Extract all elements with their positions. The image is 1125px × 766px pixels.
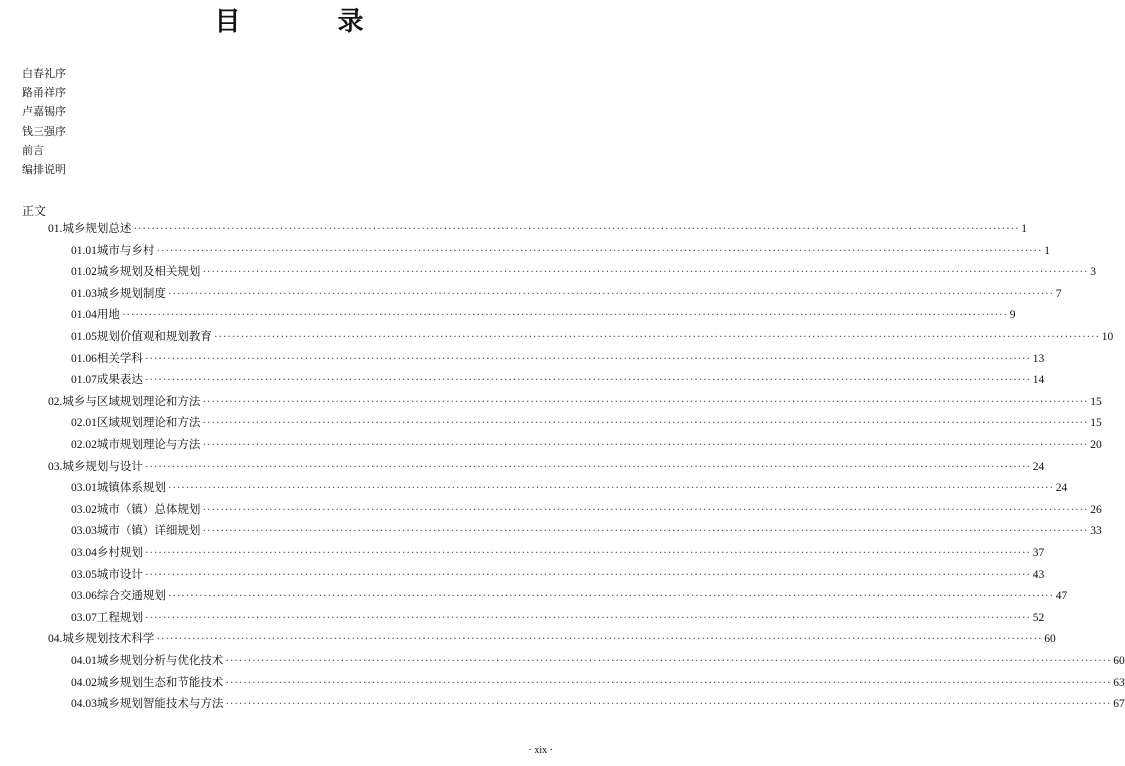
toc-page-number: 15 — [1090, 395, 1102, 408]
toc-title: 城乡与区域规划理论和方法 — [62, 393, 201, 408]
toc-section-row[interactable] — [71, 326, 1114, 348]
toc-title: 城乡规划及相关规划 — [96, 264, 201, 279]
toc-section-row[interactable] — [71, 607, 1045, 629]
toc-number: 01.02 — [71, 266, 97, 279]
toc-page-number: 63 — [1113, 676, 1125, 689]
toc-section-row[interactable] — [71, 650, 1125, 672]
toc-leader-dots: ········································································································································································································ — [144, 547, 1031, 559]
toc-title: 城市（镇）总体规划 — [96, 501, 201, 516]
toc-leader-dots: ········································································································································································································ — [144, 568, 1031, 581]
toc-page-number: 7 — [1055, 287, 1062, 300]
toc-number: 03.04 — [71, 547, 97, 559]
toc-title: 城乡规划智能技术与方法 — [96, 696, 224, 711]
toc-number: 01.04 — [71, 309, 97, 322]
toc-number: 01.03 — [71, 287, 97, 300]
toc-leader-dots: ········································································································································································································ — [167, 482, 1054, 495]
toc-title: 城乡规划与设计 — [62, 458, 143, 473]
toc-leader-dots: ········································································································································································································ — [167, 287, 1054, 300]
toc-section-row[interactable] — [71, 261, 1097, 283]
toc-page-number: 24 — [1032, 460, 1045, 473]
toc-leader-dots: ········································································································································································································ — [156, 244, 1043, 257]
toc-leader-dots: ········································································································································································································ — [121, 309, 1008, 322]
toc-page-number: 14 — [1032, 374, 1045, 387]
toc-leader-dots: ········································································································································································································ — [225, 676, 1112, 689]
toc-leader-dots: ········································································································································································································ — [144, 460, 1031, 473]
toc-page-number: 13 — [1032, 352, 1045, 365]
toc-section-row[interactable] — [71, 564, 1045, 586]
toc-title: 区域规划理论和方法 — [96, 415, 201, 430]
toc-number: 03.05 — [71, 568, 97, 581]
front-matter-item[interactable]: 白春礼序 — [22, 67, 66, 80]
toc-number: 03.03 — [71, 525, 97, 538]
toc-number: 02.01 — [71, 417, 97, 430]
toc-leader-dots: ········································································································································································································ — [202, 439, 1089, 451]
toc-page-number: 26 — [1090, 503, 1102, 516]
toc-number: 01.06 — [71, 352, 97, 365]
toc-section-row[interactable] — [71, 585, 1068, 607]
page-title: 目 录 — [214, 7, 408, 37]
toc-title: 综合交通规划 — [96, 588, 166, 603]
toc-leader-dots: ········································································································································································································ — [202, 395, 1089, 408]
toc-page-number: 1 — [1021, 223, 1028, 235]
front-matter-item[interactable]: 前言 — [22, 143, 44, 157]
toc-title: 乡村规划 — [96, 545, 143, 559]
toc-leader-dots: ········································································································································································································ — [225, 698, 1112, 711]
toc-section-row[interactable] — [71, 434, 1102, 456]
toc-page-number: 33 — [1090, 525, 1102, 538]
toc-title: 城市与乡村 — [96, 242, 155, 257]
toc-number: 02. — [48, 395, 63, 408]
toc-number: 01.01 — [71, 244, 97, 257]
toc-section-row[interactable] — [71, 542, 1045, 564]
toc-leader-dots: ········································································································································································································ — [144, 611, 1031, 624]
toc-title: 相关学科 — [96, 350, 143, 365]
toc-section-row[interactable] — [71, 520, 1102, 542]
toc-page-number: 47 — [1055, 590, 1068, 603]
toc-page-number: 1 — [1044, 244, 1051, 257]
toc-chapter-row[interactable] — [48, 218, 1028, 240]
toc-number: 04.01 — [71, 655, 97, 667]
toc-page-number: 9 — [1009, 309, 1016, 322]
toc-page-number: 37 — [1032, 547, 1045, 559]
front-matter-item[interactable]: 编排说明 — [22, 162, 66, 176]
toc-section-row[interactable] — [71, 283, 1062, 305]
toc-leader-dots: ········································································································································································································ — [202, 417, 1089, 430]
toc-number: 03. — [48, 460, 63, 473]
toc-number: 04.02 — [71, 676, 97, 689]
page-number: · xix · — [528, 745, 553, 756]
toc-section-row[interactable] — [71, 477, 1068, 499]
toc-title: 工程规划 — [96, 609, 143, 624]
toc-leader-dots: ········································································································································································································ — [156, 633, 1043, 646]
toc-title: 城市（镇）详细规划 — [96, 523, 201, 538]
toc-title: 城乡规划技术科学 — [62, 631, 155, 646]
toc-section-row[interactable] — [71, 369, 1045, 391]
toc-number: 03.07 — [71, 611, 97, 624]
front-matter-item[interactable]: 卢嘉锡序 — [22, 105, 66, 119]
front-matter-list — [22, 64, 66, 179]
toc-page-number: 15 — [1090, 417, 1102, 430]
toc-page-number: 10 — [1101, 331, 1114, 343]
toc-leader-dots: ········································································································································································································ — [225, 655, 1112, 667]
toc-number: 02.02 — [71, 439, 97, 451]
toc-number: 04. — [48, 633, 63, 646]
toc-section-row[interactable] — [71, 499, 1102, 521]
toc-leader-dots: ········································································································································································································ — [133, 223, 1020, 235]
toc-leader-dots: ········································································································································································································ — [144, 374, 1031, 387]
toc-title: 城乡规划总述 — [62, 221, 132, 235]
toc-leader-dots: ········································································································································································································ — [202, 266, 1089, 279]
toc-section-row[interactable] — [71, 348, 1045, 370]
toc-title: 城乡规划分析与优化技术 — [96, 653, 224, 667]
toc-title: 城乡规划制度 — [96, 285, 166, 300]
toc-leader-dots: ········································································································································································································ — [202, 525, 1089, 538]
toc-number: 01.07 — [71, 374, 97, 387]
toc-page-number: 3 — [1090, 266, 1097, 279]
toc-number: 03.06 — [71, 590, 97, 603]
toc-section-row[interactable] — [71, 672, 1125, 694]
toc-number: 04.03 — [71, 698, 97, 711]
toc-title: 成果表达 — [96, 372, 143, 387]
toc-chapter-row[interactable] — [48, 391, 1102, 413]
toc-section-row[interactable] — [71, 412, 1102, 434]
toc-section-row[interactable] — [71, 693, 1125, 715]
toc-title: 规划价值观和规划教育 — [96, 329, 212, 343]
toc-title: 城市设计 — [96, 566, 143, 581]
toc-page-number: 60 — [1113, 655, 1125, 667]
toc-title: 用地 — [96, 307, 120, 322]
toc-number: 01. — [48, 223, 63, 235]
toc-leader-dots: ········································································································································································································ — [167, 590, 1054, 603]
toc-chapter-row[interactable] — [48, 456, 1045, 478]
section-label: 正文 — [22, 204, 47, 218]
toc-page-number: 20 — [1090, 439, 1102, 451]
toc-page-number: 67 — [1113, 698, 1125, 711]
toc-title: 城市规划理论与方法 — [96, 437, 201, 451]
toc-title: 城乡规划生态和节能技术 — [96, 674, 224, 689]
toc-leader-dots: ········································································································································································································ — [202, 503, 1089, 516]
toc-page-number: 60 — [1044, 633, 1056, 646]
toc-section-row[interactable] — [71, 240, 1051, 262]
toc-page-number: 43 — [1032, 568, 1045, 581]
toc-title: 城镇体系规划 — [96, 480, 166, 495]
toc-page-number: 52 — [1032, 611, 1045, 624]
toc-number: 03.01 — [71, 482, 97, 495]
toc-page-number: 24 — [1055, 482, 1068, 495]
toc-number: 03.02 — [71, 503, 97, 516]
toc-leader-dots: ········································································································································································································ — [144, 352, 1031, 365]
toc-section-row[interactable] — [71, 304, 1016, 326]
toc-number: 01.05 — [71, 331, 97, 343]
toc-chapter-row[interactable] — [48, 628, 1056, 650]
toc-leader-dots: ········································································································································································································ — [213, 331, 1100, 343]
front-matter-item[interactable]: 路甬祥序 — [22, 86, 66, 100]
front-matter-item[interactable]: 钱三强序 — [22, 124, 66, 138]
